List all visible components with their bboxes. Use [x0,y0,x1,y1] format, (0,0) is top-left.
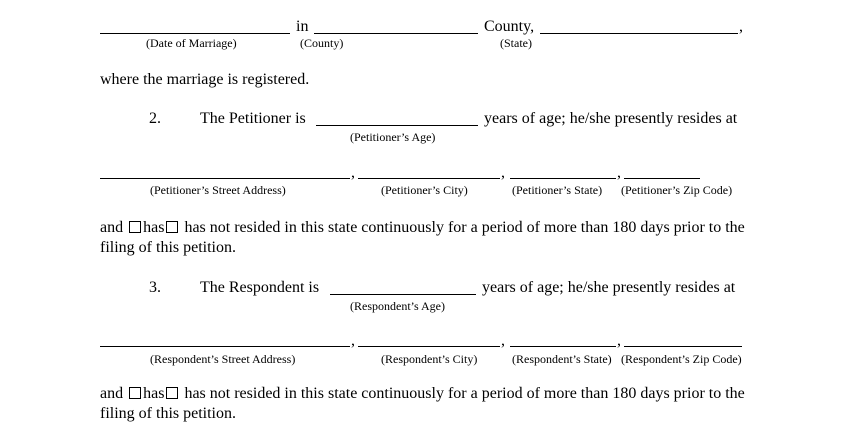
respondent-residency-statement [100,385,745,403]
caption-date-of-marriage: (Date of Marriage) [146,36,237,50]
residency-text: has not resided in this state continuously for a period of more than 180 days prior to the [184,219,745,236]
section-3-number: 3. [149,279,161,296]
caption-respondent-state: (Respondent’s State) [512,352,612,366]
comma-separator: , [351,164,355,181]
comma-separator: , [617,164,621,181]
caption-respondent-zip: (Respondent’s Zip Code) [621,352,742,366]
comma-separator: , [501,164,505,181]
caption-state: (State) [500,36,532,50]
caption-respondent-street: (Respondent’s Street Address) [150,352,296,366]
petitioner-age-suffix: years of age; he/she presently resides at [484,110,738,127]
caption-petitioner-zip: (Petitioner’s Zip Code) [621,183,733,197]
petitioner-street-field[interactable] [100,178,350,179]
filing-text: filing of this petition. [100,239,236,256]
caption-petitioner-street: (Petitioner’s Street Address) [150,183,286,197]
caption-respondent-age: (Respondent’s Age) [350,299,445,313]
filing-text: filing of this petition. [100,405,236,422]
and-word: and [100,219,124,236]
and-word: and [100,385,124,402]
date-of-marriage-field[interactable] [100,33,290,34]
respondent-zip-field[interactable] [624,346,742,347]
caption-respondent-city: (Respondent’s City) [381,352,478,366]
respondent-lead-text: The Respondent is [200,279,320,296]
caption-petitioner-city: (Petitioner’s City) [381,183,468,197]
county-word: County, [484,18,535,35]
trailing-comma: , [739,18,743,35]
caption-petitioner-age: (Petitioner’s Age) [350,130,436,144]
petitioner-lead-text: The Petitioner is [200,110,306,127]
petitioner-state-field[interactable] [510,178,616,179]
county-field[interactable] [314,33,478,34]
has-not-resided-checkbox[interactable] [166,387,178,399]
state-field[interactable] [540,33,738,34]
has-not-resided-checkbox[interactable] [166,221,178,233]
petitioner-city-field[interactable] [358,178,500,179]
comma-separator: , [351,332,355,349]
in-word: in [296,18,309,35]
has-resided-checkbox[interactable] [129,387,141,399]
has-word: has [143,219,165,236]
respondent-city-field[interactable] [358,346,500,347]
respondent-age-field[interactable] [330,294,476,295]
comma-separator: , [617,332,621,349]
petitioner-zip-field[interactable] [624,178,700,179]
has-word: has [143,385,165,402]
section-2-number: 2. [149,110,161,127]
has-resided-checkbox[interactable] [129,221,141,233]
respondent-age-suffix: years of age; he/she presently resides at [482,279,736,296]
caption-county: (County) [300,36,344,50]
petitioner-residency-statement [100,219,745,237]
caption-petitioner-state: (Petitioner’s State) [512,183,603,197]
respondent-state-field[interactable] [510,346,616,347]
respondent-street-field[interactable] [100,346,350,347]
comma-separator: , [501,332,505,349]
residency-text: has not resided in this state continuously for a period of more than 180 days prior to the [184,385,745,402]
marriage-registered-text: where the marriage is registered. [100,71,310,88]
petitioner-age-field[interactable] [316,125,478,126]
